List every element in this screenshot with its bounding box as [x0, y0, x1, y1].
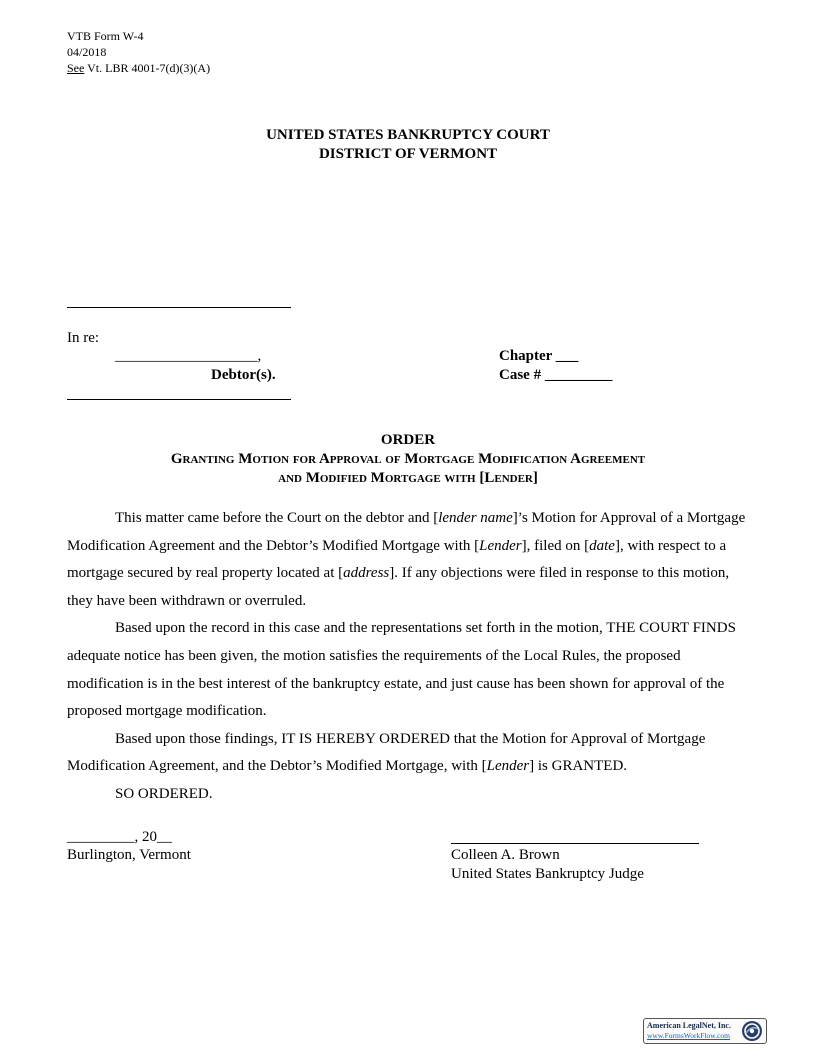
court-district: DISTRICT OF VERMONT [318, 146, 498, 162]
globe-icon [741, 1020, 763, 1042]
chapter-field: Chapter ___ [499, 348, 579, 364]
order-heading [0, 431, 816, 488]
date-line: _________, 20__ [67, 829, 172, 845]
order-subtitle-line2: and Modified Mortgage with [Lender] [278, 470, 538, 486]
placeholder-date: date [589, 537, 615, 554]
judge-name: Colleen A. Brown [451, 847, 560, 863]
rule-citation [67, 60, 210, 76]
judge-signature-line [451, 843, 699, 844]
placeholder-lender: Lender [479, 537, 522, 554]
placeholder-lender-name: lender name [438, 510, 513, 526]
caption-bottom-rule [67, 399, 291, 400]
publisher-url[interactable]: www.FormsWorkFlow.com [647, 1031, 731, 1040]
debtor-name-blank: ___________________, [115, 348, 262, 364]
form-number: VTB Form W-4 [67, 29, 144, 43]
placeholder-address: address [343, 565, 390, 582]
publisher-logo [643, 1018, 767, 1044]
order-body [67, 505, 757, 809]
form-reference [67, 28, 210, 76]
placeholder-lender-2: Lender [486, 758, 530, 775]
paragraph-so-ordered: SO ORDERED. [115, 785, 213, 802]
signing-place: Burlington, Vermont [67, 847, 191, 863]
paragraph-matter: This matter came before the Court on the debtor and [lender name]’s Motion for Approval of a Mortgage Modification Agreement and the Debtor’s Modified Mortgage with [Lender], filed on [date], with respect to a mortgage secured by real property located at [address]. If any objections were filed in response to this motion, they have been withdrawn or overruled. [67, 510, 746, 609]
see-signal: See [67, 61, 85, 75]
rule-reference: Vt. LBR 4001-7(d)(3)(A) [84, 61, 211, 75]
debtor-label: Debtor(s). [211, 367, 276, 383]
court-heading [0, 126, 816, 164]
publisher-name: American LegalNet, Inc. [647, 1021, 731, 1030]
paragraph-findings: Based upon the record in this case and the representations set forth in the motion, THE COURT FINDS adequate notice has been given, the motion satisfies the requirements of the Local Rules, the proposed modification is in the best interest of the bankruptcy estate, and just cause has been shown for approval of the proposed mortgage modification. [67, 620, 736, 720]
case-number-field: Case # _________ [499, 367, 613, 383]
paragraph-ordered: Based upon those findings, IT IS HEREBY ORDERED that the Motion for Approval of Mortgage Modification Agreement, and the Debtor’s Modified Mortgage, with [Lender] is GRANTED. [67, 730, 706, 775]
court-name: UNITED STATES BANKRUPTCY COURT [266, 127, 550, 143]
in-re-label: In re: [67, 330, 100, 346]
caption-top-rule [67, 307, 291, 308]
order-title: ORDER [380, 432, 436, 448]
form-date: 04/2018 [67, 45, 107, 59]
judge-title: United States Bankruptcy Judge [451, 866, 644, 882]
order-subtitle-line1: Granting Motion for Approval of Mortgage Modification Agreement [170, 451, 646, 467]
